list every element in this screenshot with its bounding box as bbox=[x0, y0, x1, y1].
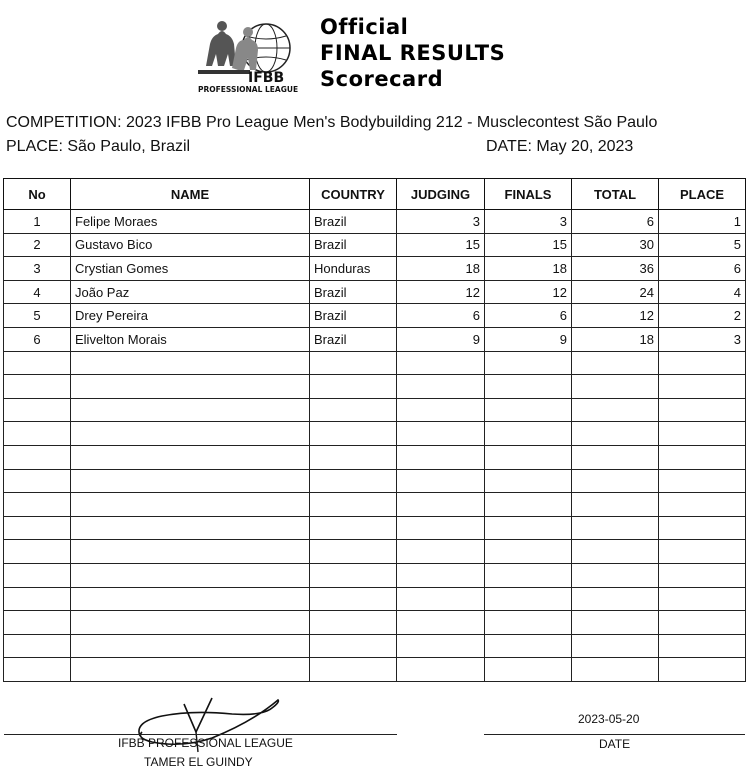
signed-date-value: 2023-05-20 bbox=[578, 712, 640, 726]
empty-table-row bbox=[4, 634, 746, 658]
empty-table-row bbox=[4, 611, 746, 635]
empty-cell bbox=[485, 540, 572, 564]
signature-organization: IFBB PROFESSIONAL LEAGUE bbox=[118, 736, 293, 750]
empty-cell bbox=[4, 658, 71, 682]
empty-cell bbox=[659, 375, 746, 399]
empty-cell bbox=[659, 540, 746, 564]
empty-table-row bbox=[4, 375, 746, 399]
empty-cell bbox=[397, 516, 485, 540]
empty-cell bbox=[71, 493, 310, 517]
table-row bbox=[4, 233, 746, 257]
empty-table-row bbox=[4, 540, 746, 564]
empty-cell bbox=[659, 351, 746, 375]
cell-total: 12 bbox=[572, 304, 659, 328]
empty-cell bbox=[572, 611, 659, 635]
empty-cell bbox=[572, 445, 659, 469]
empty-cell bbox=[71, 351, 310, 375]
cell-finals: 15 bbox=[485, 233, 572, 257]
empty-cell bbox=[485, 634, 572, 658]
column-header-judging: JUDGING bbox=[397, 179, 485, 210]
table-row bbox=[4, 210, 746, 234]
cell-finals: 3 bbox=[485, 210, 572, 234]
empty-cell bbox=[71, 469, 310, 493]
empty-cell bbox=[485, 422, 572, 446]
empty-cell bbox=[71, 375, 310, 399]
empty-table-row bbox=[4, 469, 746, 493]
cell-total: 36 bbox=[572, 257, 659, 281]
empty-cell bbox=[310, 375, 397, 399]
competition-line: COMPETITION: 2023 IFBB Pro League Men's Bodybuilding 212 - Musclecontest São Paulo bbox=[6, 114, 658, 131]
empty-table-row bbox=[4, 422, 746, 446]
cell-name: Crystian Gomes bbox=[71, 257, 310, 281]
table-row bbox=[4, 280, 746, 304]
empty-cell bbox=[659, 422, 746, 446]
empty-cell bbox=[485, 445, 572, 469]
cell-place: 3 bbox=[659, 327, 746, 351]
empty-cell bbox=[397, 634, 485, 658]
empty-table-row bbox=[4, 658, 746, 682]
empty-cell bbox=[4, 611, 71, 635]
empty-cell bbox=[572, 540, 659, 564]
empty-cell bbox=[397, 469, 485, 493]
results-table-body bbox=[4, 210, 746, 682]
column-header-total: TOTAL bbox=[572, 179, 659, 210]
title-line-scorecard: Scorecard bbox=[320, 67, 444, 91]
empty-cell bbox=[485, 375, 572, 399]
empty-cell bbox=[4, 516, 71, 540]
cell-name: Drey Pereira bbox=[71, 304, 310, 328]
empty-cell bbox=[397, 398, 485, 422]
cell-judging: 3 bbox=[397, 210, 485, 234]
cell-no: 4 bbox=[4, 280, 71, 304]
empty-cell bbox=[310, 445, 397, 469]
empty-cell bbox=[71, 516, 310, 540]
empty-table-row bbox=[4, 398, 746, 422]
empty-cell bbox=[310, 587, 397, 611]
empty-cell bbox=[659, 634, 746, 658]
table-row bbox=[4, 304, 746, 328]
results-table bbox=[3, 178, 746, 682]
empty-cell bbox=[572, 587, 659, 611]
empty-cell bbox=[310, 398, 397, 422]
empty-cell bbox=[71, 611, 310, 635]
empty-cell bbox=[572, 493, 659, 517]
empty-cell bbox=[4, 587, 71, 611]
empty-cell bbox=[397, 658, 485, 682]
empty-cell bbox=[572, 375, 659, 399]
column-header-no: No bbox=[4, 179, 71, 210]
empty-cell bbox=[310, 658, 397, 682]
empty-cell bbox=[485, 563, 572, 587]
empty-cell bbox=[310, 611, 397, 635]
empty-cell bbox=[4, 540, 71, 564]
empty-cell bbox=[310, 634, 397, 658]
empty-cell bbox=[71, 540, 310, 564]
cell-place: 1 bbox=[659, 210, 746, 234]
cell-judging: 6 bbox=[397, 304, 485, 328]
cell-finals: 18 bbox=[485, 257, 572, 281]
cell-no: 6 bbox=[4, 327, 71, 351]
cell-no: 2 bbox=[4, 233, 71, 257]
cell-total: 18 bbox=[572, 327, 659, 351]
title-line-official: Official bbox=[320, 15, 409, 39]
cell-total: 6 bbox=[572, 210, 659, 234]
empty-cell bbox=[71, 658, 310, 682]
empty-cell bbox=[659, 587, 746, 611]
empty-cell bbox=[485, 351, 572, 375]
cell-name: Elivelton Morais bbox=[71, 327, 310, 351]
empty-cell bbox=[310, 563, 397, 587]
empty-cell bbox=[572, 563, 659, 587]
empty-cell bbox=[659, 398, 746, 422]
column-header-finals: FINALS bbox=[485, 179, 572, 210]
empty-cell bbox=[572, 634, 659, 658]
empty-cell bbox=[4, 563, 71, 587]
cell-place: 4 bbox=[659, 280, 746, 304]
cell-country: Brazil bbox=[310, 327, 397, 351]
ifbb-logo-graphic bbox=[192, 14, 314, 94]
empty-cell bbox=[4, 398, 71, 422]
empty-cell bbox=[659, 469, 746, 493]
cell-country: Brazil bbox=[310, 233, 397, 257]
empty-cell bbox=[397, 351, 485, 375]
empty-cell bbox=[397, 540, 485, 564]
table-row bbox=[4, 327, 746, 351]
empty-cell bbox=[4, 634, 71, 658]
empty-cell bbox=[71, 634, 310, 658]
column-header-country: COUNTRY bbox=[310, 179, 397, 210]
scorecard-title bbox=[320, 14, 505, 92]
date-line: DATE: May 20, 2023 bbox=[486, 138, 634, 155]
empty-cell bbox=[4, 493, 71, 517]
empty-cell bbox=[659, 445, 746, 469]
empty-cell bbox=[397, 611, 485, 635]
place-line: PLACE: São Paulo, Brazil bbox=[6, 138, 191, 155]
empty-table-row bbox=[4, 445, 746, 469]
empty-cell bbox=[485, 398, 572, 422]
table-row bbox=[4, 257, 746, 281]
empty-cell bbox=[4, 351, 71, 375]
empty-table-row bbox=[4, 493, 746, 517]
empty-cell bbox=[485, 469, 572, 493]
empty-cell bbox=[659, 516, 746, 540]
empty-cell bbox=[485, 611, 572, 635]
empty-cell bbox=[659, 658, 746, 682]
empty-table-row bbox=[4, 587, 746, 611]
cell-place: 2 bbox=[659, 304, 746, 328]
empty-cell bbox=[4, 375, 71, 399]
empty-cell bbox=[659, 563, 746, 587]
cell-finals: 9 bbox=[485, 327, 572, 351]
empty-cell bbox=[397, 445, 485, 469]
empty-table-row bbox=[4, 516, 746, 540]
cell-place: 6 bbox=[659, 257, 746, 281]
empty-cell bbox=[310, 469, 397, 493]
cell-judging: 18 bbox=[397, 257, 485, 281]
empty-cell bbox=[572, 351, 659, 375]
empty-cell bbox=[4, 445, 71, 469]
empty-cell bbox=[4, 422, 71, 446]
empty-cell bbox=[310, 540, 397, 564]
empty-cell bbox=[572, 658, 659, 682]
signed-date-label: DATE bbox=[599, 737, 631, 751]
empty-cell bbox=[397, 563, 485, 587]
empty-cell bbox=[572, 398, 659, 422]
title-line-final-results: FINAL RESULTS bbox=[320, 41, 506, 65]
cell-total: 24 bbox=[572, 280, 659, 304]
empty-cell bbox=[397, 587, 485, 611]
cell-country: Honduras bbox=[310, 257, 397, 281]
empty-cell bbox=[572, 422, 659, 446]
cell-name: João Paz bbox=[71, 280, 310, 304]
cell-judging: 12 bbox=[397, 280, 485, 304]
empty-cell bbox=[71, 587, 310, 611]
date-line-rule bbox=[484, 734, 745, 735]
empty-cell bbox=[485, 516, 572, 540]
cell-judging: 15 bbox=[397, 233, 485, 257]
empty-cell bbox=[310, 493, 397, 517]
signer-name: TAMER EL GUINDY bbox=[144, 755, 253, 769]
cell-country: Brazil bbox=[310, 210, 397, 234]
empty-cell bbox=[397, 422, 485, 446]
empty-cell bbox=[310, 351, 397, 375]
empty-cell bbox=[485, 658, 572, 682]
cell-country: Brazil bbox=[310, 304, 397, 328]
empty-cell bbox=[71, 445, 310, 469]
cell-total: 30 bbox=[572, 233, 659, 257]
cell-name: Gustavo Bico bbox=[71, 233, 310, 257]
cell-no: 1 bbox=[4, 210, 71, 234]
ifbb-logo bbox=[192, 14, 314, 94]
cell-place: 5 bbox=[659, 233, 746, 257]
signature-line bbox=[4, 734, 397, 735]
logo-sub-text: PROFESSIONAL LEAGUE bbox=[198, 85, 299, 94]
empty-cell bbox=[397, 493, 485, 517]
cell-no: 3 bbox=[4, 257, 71, 281]
cell-name: Felipe Moraes bbox=[71, 210, 310, 234]
logo-main-text: IFBB bbox=[248, 70, 285, 86]
empty-cell bbox=[572, 516, 659, 540]
cell-no: 5 bbox=[4, 304, 71, 328]
empty-table-row bbox=[4, 351, 746, 375]
empty-cell bbox=[71, 398, 310, 422]
empty-cell bbox=[485, 493, 572, 517]
column-header-name: NAME bbox=[71, 179, 310, 210]
cell-country: Brazil bbox=[310, 280, 397, 304]
column-header-place: PLACE bbox=[659, 179, 746, 210]
empty-cell bbox=[572, 469, 659, 493]
cell-finals: 6 bbox=[485, 304, 572, 328]
cell-finals: 12 bbox=[485, 280, 572, 304]
empty-cell bbox=[659, 493, 746, 517]
cell-judging: 9 bbox=[397, 327, 485, 351]
table-header-row bbox=[4, 179, 746, 210]
empty-cell bbox=[397, 375, 485, 399]
empty-cell bbox=[4, 469, 71, 493]
empty-cell bbox=[310, 422, 397, 446]
empty-cell bbox=[310, 516, 397, 540]
empty-cell bbox=[71, 563, 310, 587]
empty-cell bbox=[71, 422, 310, 446]
empty-cell bbox=[485, 587, 572, 611]
empty-cell bbox=[659, 611, 746, 635]
empty-table-row bbox=[4, 563, 746, 587]
